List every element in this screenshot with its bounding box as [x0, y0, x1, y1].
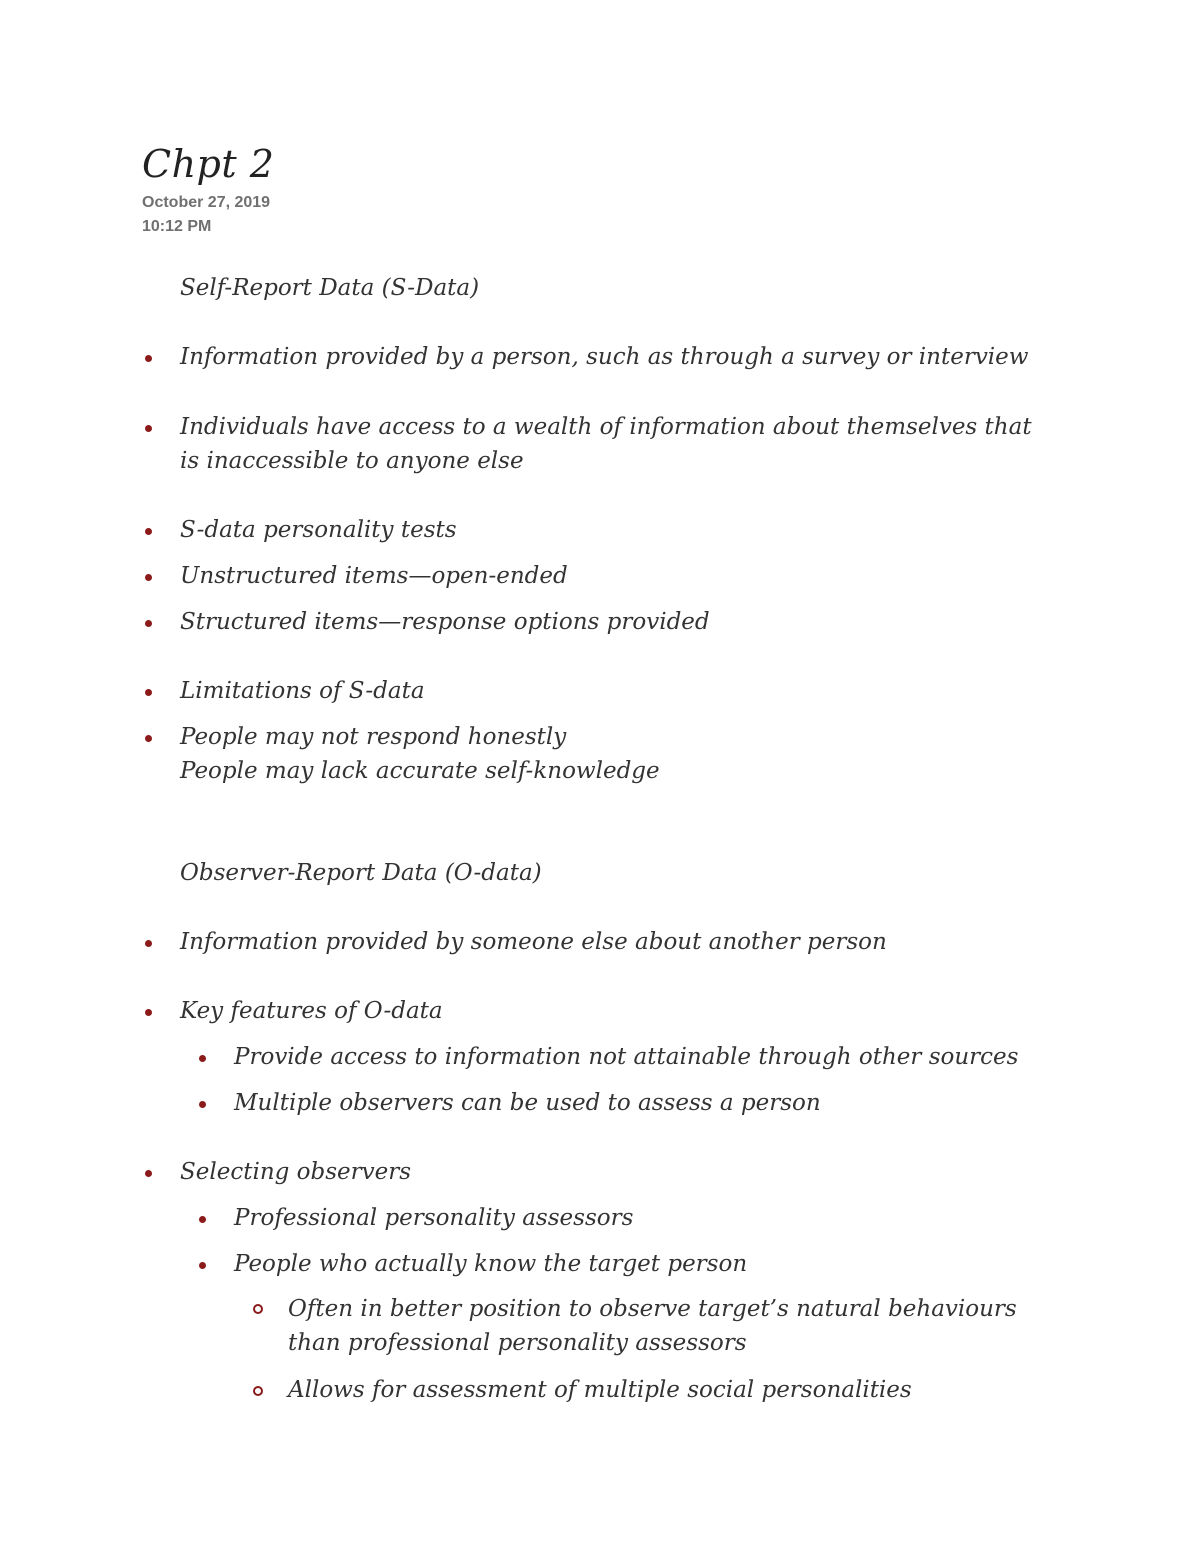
page-time: 10:12 PM [142, 218, 212, 235]
bullet-icon [145, 1009, 152, 1016]
list-item: Structured items—response options provided [180, 609, 710, 635]
list-item: People who actually know the target person [234, 1251, 748, 1277]
hollow-bullet-icon [253, 1304, 263, 1314]
hollow-bullet-icon [253, 1386, 263, 1396]
bullet-icon [145, 620, 152, 627]
section-heading-o-data: Observer-Report Data (O-data) [180, 860, 542, 886]
page-date: October 27, 2019 [142, 194, 271, 211]
bullet-icon [145, 735, 152, 742]
list-item: Key features of O-data [180, 998, 443, 1024]
bullet-icon [145, 528, 152, 535]
list-item: Information provided by someone else about another person [180, 929, 887, 955]
section-heading-s-data: Self-Report Data (S-Data) [180, 275, 480, 301]
list-item: Individuals have access to a wealth of information about themselves that is inaccessible to anyone else [180, 414, 1032, 474]
bullet-icon [145, 940, 152, 947]
bullet-icon [199, 1262, 206, 1269]
list-item: Often in better position to observe target’s natural behaviours than professional personality assessors [288, 1296, 1017, 1356]
bullet-icon [145, 425, 152, 432]
list-item: Multiple observers can be used to assess a person [234, 1090, 821, 1116]
list-item: People may not respond honestly People may lack accurate self-knowledge [180, 724, 660, 784]
list-item: Information provided by a person, such as through a survey or interview [180, 344, 1029, 370]
list-item: S-data personality tests [180, 517, 457, 543]
bullet-icon [145, 574, 152, 581]
list-item: Unstructured items—open-ended [180, 563, 568, 589]
list-item: Limitations of S-data [180, 678, 425, 704]
bullet-icon [199, 1055, 206, 1062]
page-title: Chpt 2 [142, 142, 275, 186]
list-item: Professional personality assessors [234, 1205, 634, 1231]
list-item: Allows for assessment of multiple social personalities [288, 1377, 912, 1403]
bullet-icon [145, 689, 152, 696]
bullet-icon [199, 1216, 206, 1223]
bullet-icon [199, 1101, 206, 1108]
list-item: Provide access to information not attainable through other sources [234, 1044, 1019, 1070]
list-item: Selecting observers [180, 1159, 412, 1185]
bullet-icon [145, 1170, 152, 1177]
bullet-icon [145, 355, 152, 362]
